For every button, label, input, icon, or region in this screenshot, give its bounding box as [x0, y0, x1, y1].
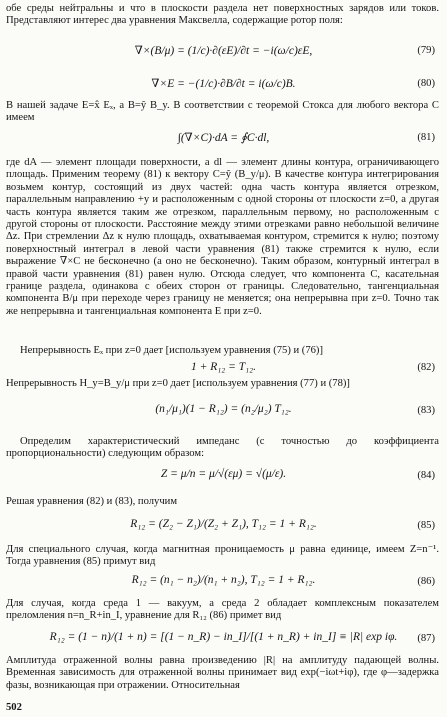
- equation-81: ∫(∇×C)·dA = ∮C·dl,: [177, 132, 270, 144]
- paragraph-intro: обе среды нейтральны и что в плоскости раздела нет поверхностных зарядов или токов. Представляют интерес два уравнения Максвелла, содержащие ротор поля:: [6, 3, 439, 27]
- equation-86: R₁₂ = (n₁ − n₂)/(n₁ + n₂), T₁₂ = 1 + R₁₂.: [131, 574, 316, 586]
- paragraph-contour: где dA — элемент площади поверхности, а dl — элемент длины контура, ограничивающего площадь. Применим теорему (81) к вектору C=ŷ (B_y/μ). В качестве контура интегрирования возьмем контур, состоящий из двух частей: одна часть контура является отрезком, параллельным направлению +y и расположенным с одной стороны от плоскости z=0, а другая часть контура является таким же отрезком, параллельным первому, но расположенным с другой стороны от плоскости. Расстояние между этими отрезками равно небольшой величине Δz. При стремлении Δz к нулю площадь, охватываемая контуром, стремится к нулю; поэтому поверхностный интеграл в левой части уравнения (81) также стремится к нулю, если выражение ∇×C не бесконечно (а оно не бесконечно). Таким образом, контурный интеграл в правой части уравнения (81) равен нулю. Отсюда следует, что компонента C, касательная границе раздела, одинакова с обеих сторон от границы. Следовательно, тангенциальная компонента B/μ при переходе через границу не меняется; она непрерывна при z=0. Точно так же непрерывна и тангенциальная компонента E при z=0.: [6, 157, 439, 317]
- paragraph-vacuum-case: Для случая, когда среда 1 — вакуум, а среда 2 обладает комплексным показателем преломления n=n_R+in_I, уравнение для R₁₂ (86) примет вид: [6, 598, 439, 622]
- paragraph-solving: Решая уравнения (82) и (83), получим: [6, 496, 178, 507]
- paragraph-special-case: Для специального случая, когда магнитная проницаемость μ равна единице, имеем Z=n⁻¹. Тогда уравнения (85) примут вид: [6, 544, 439, 568]
- equation-number-85: (85): [417, 520, 435, 531]
- equation-83: (n₁/μ₁)(1 − R₁₂) = (n₂/μ₂) T₁₂.: [155, 403, 292, 415]
- equation-80: ∇×E = −(1/c)·∂B/∂t = i(ω/c)B.: [151, 78, 296, 90]
- equation-number-86: (86): [417, 576, 435, 587]
- paragraph-continuity-h: Непрерывность H_y=B_y/μ при z=0 дает [используем уравнения (77) и (78)]: [6, 378, 350, 389]
- equation-number-87: (87): [417, 633, 435, 644]
- equation-number-81: (81): [417, 132, 435, 143]
- paragraph-impedance: Определим характеристический импеданс (с точностью до коэффициента пропорциональности) следующим образом:: [6, 436, 439, 460]
- equation-79: ∇×(B/μ) = (1/c)·∂(εE)/∂t = −i(ω/c)εE,: [134, 45, 313, 57]
- equation-85: R₁₂ = (Z₂ − Z₁)/(Z₂ + Z₁), T₁₂ = 1 + R₁₂.: [130, 518, 317, 530]
- page-number: 502: [6, 702, 22, 713]
- equation-number-83: (83): [417, 405, 435, 416]
- equation-82: 1 + R₁₂ = T₁₂.: [190, 361, 257, 373]
- paragraph-amplitude: Амплитуда отраженной волны равна произведению |R| на амплитуду падающей волны. Временная зависимость для отраженной волны принимает вид exp(−iωt+iφ), где φ—задержка фазы, возникающая при отражении. Относительная: [6, 655, 439, 691]
- equation-84: Z = μ/n = μ/√(εμ) = √(μ/ε).: [160, 468, 287, 480]
- equation-number-82: (82): [417, 362, 435, 373]
- equation-number-84: (84): [417, 470, 435, 481]
- paragraph-stokes: В нашей задаче E=x̂ Eₓ, а B=ŷ B_y. В соответствии с теоремой Стокса для любого вектора C имеем: [6, 100, 439, 124]
- paragraph-continuity-e: Непрерывность Eₓ при z=0 дает [используем уравнения (75) и (76)]: [20, 345, 323, 356]
- equation-number-80: (80): [417, 78, 435, 89]
- equation-number-79: (79): [417, 45, 435, 56]
- equation-87: R₁₂ = (1 − n)/(1 + n) = [(1 − n_R) − in_I]/[(1 + n_R) + in_I] ≡ |R| exp iφ.: [49, 631, 398, 643]
